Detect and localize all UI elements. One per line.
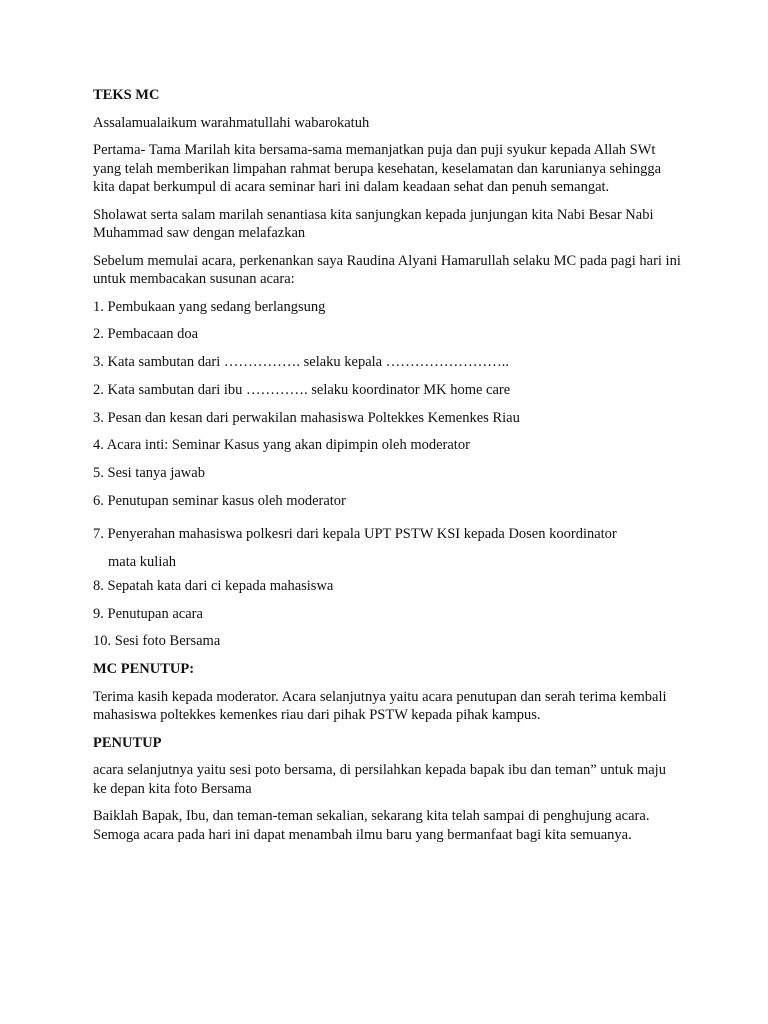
agenda-item: 5. Sesi tanya jawab (93, 465, 205, 482)
mc-penutup-heading: MC PENUTUP: (93, 661, 195, 678)
agenda-intro-paragraph: Sebelum memulai acara, perkenankan saya Raudina Alyani Hamarullah selaku MC pada pagi hari ini untuk membacakan susunan acara: (93, 252, 681, 287)
agenda-item: 8. Sepatah kata dari ci kepada mahasiswa (93, 577, 334, 594)
agenda-item: 3. Pesan dan kesan dari perwakilan mahasiswa Poltekkes Kemenkes Riau (93, 409, 520, 426)
agenda-item: 9. Penutupan acara (93, 605, 203, 622)
penutup-heading: PENUTUP (93, 734, 162, 751)
greeting-text: Assalamualaikum warahmatullahi wabarokatuh (93, 114, 370, 131)
penutup-paragraph: acara selanjutnya yaitu sesi poto bersama, di persilahkan kepada bapak ibu dan teman” untuk maju ke depan kita foto Bersama (93, 762, 666, 797)
mc-penutup-text: Terima kasih kepada moderator. Acara selanjutnya yaitu acara penutupan dan serah terima kembali mahasiswa poltekkes kemenkes riau dari pihak PSTW kepada pihak kampus. (93, 688, 667, 724)
agenda-item-continuation: mata kuliah (108, 553, 177, 570)
agenda-item: 1. Pembukaan yang sedang berlangsung (93, 298, 326, 315)
agenda-item: 6. Penutupan seminar kasus oleh moderator (93, 493, 346, 510)
agenda-item: 2. Pembacaan doa (93, 326, 199, 343)
agenda-item: 4. Acara inti: Seminar Kasus yang akan dipimpin oleh moderator (93, 437, 470, 454)
agenda-item: 2. Kata sambutan dari ibu …………. selaku koordinator MK home care (93, 381, 511, 398)
agenda-item: 10. Sesi foto Bersama (93, 633, 221, 650)
document-page (93, 86, 683, 853)
document-title: TEKS MC (93, 87, 160, 103)
opening-paragraph: Pertama- Tama Marilah kita bersama-sama memanjatkan puja dan puji syukur kepada Allah SWt yang telah memberikan limpahan rahmat berupa kesehatan, keselamatan dan karunianya sehingga kita dapat berkumpul di acara seminar hari ini dalam keadaan sehat dan penuh semangat. (93, 142, 662, 195)
agenda-item (93, 520, 683, 576)
sholawat-paragraph: Sholawat serta salam marilah senantiasa kita sanjungkan kepada junjungan kita Nabi Besar Nabi Muhammad saw dengan melafazkan (93, 206, 654, 241)
agenda-item: 3. Kata sambutan dari ……………. selaku kepala …………………….. (93, 354, 509, 371)
agenda-item-line: 7. Penyerahan mahasiswa polkesri dari kepala UPT PSTW KSI kepada Dosen koordinator (93, 525, 617, 542)
closing-paragraph: Baiklah Bapak, Ibu, dan teman-teman sekalian, sekarang kita telah sampai di penghujung acara. Semoga acara pada hari ini dapat menambah ilmu baru yang bermanfaat bagi kita semuanya. (93, 808, 650, 843)
agenda-list (93, 298, 683, 651)
